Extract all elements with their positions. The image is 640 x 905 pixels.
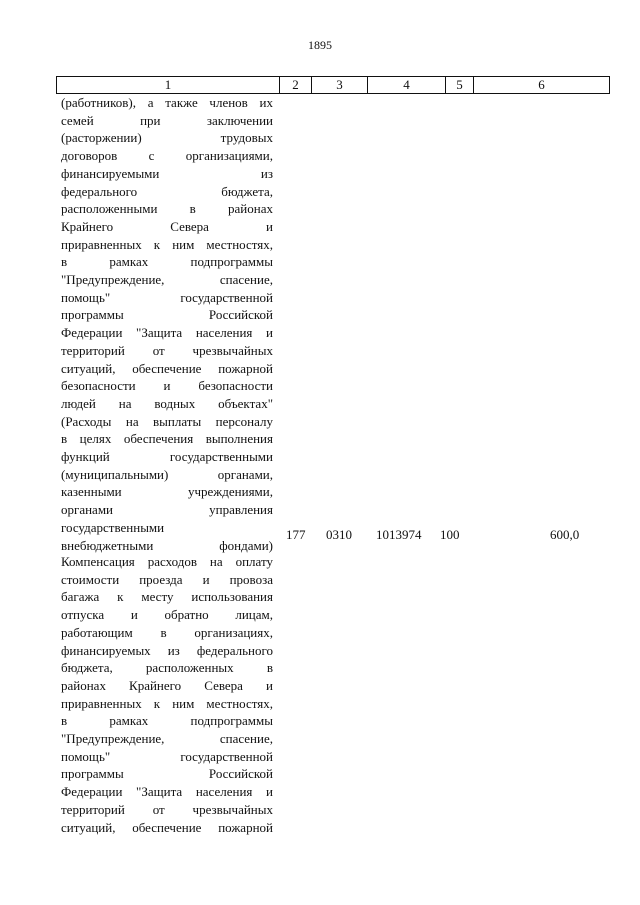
row1-amount: 600,0 xyxy=(550,527,580,542)
row1-description-line: "Предупреждение, спасение, xyxy=(61,272,273,288)
row1-description-line: программы Российской xyxy=(61,307,273,323)
row1-description-line: финансируемыми из xyxy=(61,165,273,181)
row1-description-line: Федерации "Защита населения и xyxy=(61,325,273,341)
column-header-3: 3 xyxy=(312,77,368,94)
row1-description-line: (работников), а также членов их xyxy=(61,95,273,110)
row1-description-line: территорий от чрезвычайных xyxy=(61,342,273,358)
row1-description-line: людей на водных объектах" xyxy=(61,395,273,411)
row2-description-line: программы Российской xyxy=(61,766,273,782)
row1-target: 1013974 xyxy=(376,527,422,542)
row2-description-line: стоимости проезда и провоза xyxy=(61,571,273,587)
column-header-table xyxy=(56,76,610,94)
row1-description-line: государственными xyxy=(61,519,165,535)
column-header-row xyxy=(57,77,610,94)
row2-description-line: работающим в организациях, xyxy=(61,624,273,640)
row1-description xyxy=(61,94,273,554)
row1-description-line: функций государственными xyxy=(61,449,273,465)
row1-description-line: (расторжении) трудовых xyxy=(61,130,273,146)
row1-description-line: помощь" государственной xyxy=(61,289,273,305)
row1-description-line: договоров с организациями, xyxy=(61,148,273,164)
row1-description-line: в рамках подпрограммы xyxy=(61,254,273,270)
row1-description-line: федерального бюджета, xyxy=(61,183,273,199)
row1-description-line: в целях обеспечения выполнения xyxy=(61,431,273,447)
row2-description xyxy=(61,553,273,836)
page-number: 1895 xyxy=(308,38,332,52)
row2-description-line: ситуаций, обеспечение пожарной xyxy=(61,819,273,835)
row2-description-line: бюджета, расположенных в xyxy=(61,660,273,676)
row1-description-line: безопасности и безопасности xyxy=(61,378,273,394)
row1-description-line: семей при заключении xyxy=(61,112,273,128)
row2-description-line: Компенсация расходов на оплату xyxy=(61,554,273,569)
row2-description-line: в рамках подпрограммы xyxy=(61,713,273,729)
row2-description-line: районах Крайнего Севера и xyxy=(61,677,273,693)
row1-expense-type: 100 xyxy=(440,527,460,542)
row1-section: 0310 xyxy=(326,527,352,542)
column-header-6: 6 xyxy=(474,77,610,94)
row2-description-line: помощь" государственной xyxy=(61,748,273,764)
row1-description-line: расположенными в районах xyxy=(61,201,273,217)
row2-description-line: Федерации "Защита населения и xyxy=(61,784,273,800)
row1-description-line: внебюджетными фондами) xyxy=(61,537,273,553)
column-header-2: 2 xyxy=(280,77,312,94)
column-header-5: 5 xyxy=(446,77,474,94)
row2-description-line: отпуска и обратно лицам, xyxy=(61,607,273,623)
row1-code: 177 xyxy=(286,527,306,542)
row2-description-line: багажа к месту использования xyxy=(61,589,273,605)
row1-description-line: Крайнего Севера и xyxy=(61,218,273,234)
row1-description-line: (Расходы на выплаты персоналу xyxy=(61,413,273,429)
row1-description-line: органами управления xyxy=(61,502,273,518)
row2-description-line: территорий от чрезвычайных xyxy=(61,801,273,817)
row2-description-line: "Предупреждение, спасение, xyxy=(61,731,273,747)
row1-description-line: (муниципальными) органами, xyxy=(61,466,273,482)
column-header-4: 4 xyxy=(368,77,446,94)
row1-description-line: ситуаций, обеспечение пожарной xyxy=(61,360,273,376)
row1-description-line: казенными учреждениями, xyxy=(61,484,273,500)
column-header-1: 1 xyxy=(57,77,280,94)
row2-description-line: финансируемых из федерального xyxy=(61,642,273,658)
row1-description-line: приравненных к ним местностях, xyxy=(61,236,273,252)
row2-description-line: приравненных к ним местностях, xyxy=(61,695,273,711)
